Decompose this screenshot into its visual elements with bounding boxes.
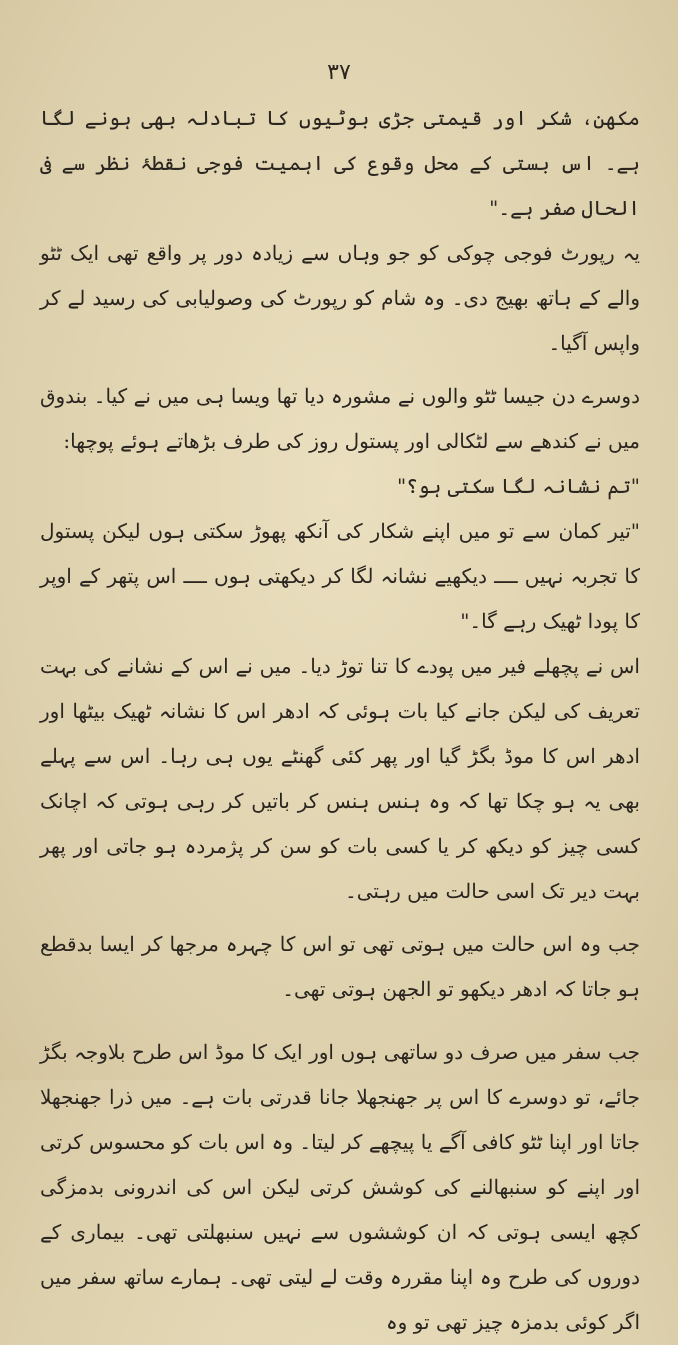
page-number: ۳۷ — [327, 60, 351, 85]
paragraph-6: اس نے پچھلے فیر میں پودے کا تنا توڑ دیا۔ میں نے اس کے نشانے کی بہت تعریف کی لیکن جانے کیا بات ہوئی کہ ادھر اس کا نشانہ ٹھیک بیٹھا اور ادھر اس کا موڈ بگڑ گیا اور پھر کئی گھنٹے یوں ہی رہا۔ اس سے پہلے بھی یہ ہو چکا تھا کہ وہ ہنس ہنس کر باتیں کر رہی ہوتی کہ اچانک کسی چیز کو دیکھ کر یا کسی بات کو سن کر پژمردہ ہو جاتی اور پھر بہت دیر تک اسی حالت میں رہتی۔ — [40, 654, 640, 903]
paragraph-8: جب سفر میں صرف دو ساتھی ہوں اور ایک کا موڈ اس طرح بلاوجہ بگڑ جائے، تو دوسرے کا اس پر جھنجھلا جانا قدرتی بات ہے۔ میں ذرا جھنجھلا جاتا اور اپنا ٹٹو کافی آگے یا پیچھے کر لیتا۔ وہ اس بات کو محسوس کرتی اور اپنے کو سنبھالنے کی کوشش کرتی لیکن اس کی اندرونی بدمزگی کچھ ایسی ہوتی کہ ان کوششوں سے نہیں سنبھلتی تھی۔ بیماری کے دوروں کی طرح وہ اپنا مقررہ وقت لے لیتی تھی۔ ہمارے ساتھ سفر میں اگر کوئی بدمزہ چیز تھی تو وہ — [40, 1040, 640, 1334]
paragraph-2: یہ رپورٹ فوجی چوکی کو جو وہاں سے زیادہ دور پر واقع تھی ایک ٹٹو والے کے ہاتھ بھیج دی۔ وہ شام کو رپورٹ کی وصولیابی کی رسید لے کر واپس آگیا۔ — [40, 241, 640, 355]
paragraph-7: جب وہ اس حالت میں ہوتی تھی تو اس کا چہرہ مرجھا کر ایسا بدقطع ہو جاتا کہ ادھر دیکھو تو الجھن ہوتی تھی۔ — [40, 932, 640, 1001]
paragraph-5: "تیر کمان سے تو میں اپنے شکار کی آنکھ پھوڑ سکتی ہوں لیکن پستول کا تجربہ نہیں ــــ دیکھیے نشانہ لگا کر دیکھتی ہوں ــــ اس پتھر کے اوپر کا پودا ٹھیک رہے گا۔" — [40, 519, 640, 633]
paragraph-3: دوسرے دن جیسا ٹٹو والوں نے مشورہ دیا تھا ویسا ہی میں نے کیا۔ بندوق میں نے کندھے سے لٹکالی اور پستول روز کی طرف بڑھاتے ہوئے پوچھا: — [40, 384, 640, 453]
paragraph-1: مکھن، شکر اور قیمتی جڑی بوٹیوں کا تبادلہ بھی ہونے لگا ہے۔ اس بستی کے محل وقوع کی اہمیت فوجی نقطۂ نظر سے فی الحال صفر ہے۔" — [40, 106, 640, 220]
page-text — [40, 96, 640, 1345]
paragraph-4: "تم نشانہ لگا سکتی ہو؟" — [396, 474, 640, 498]
